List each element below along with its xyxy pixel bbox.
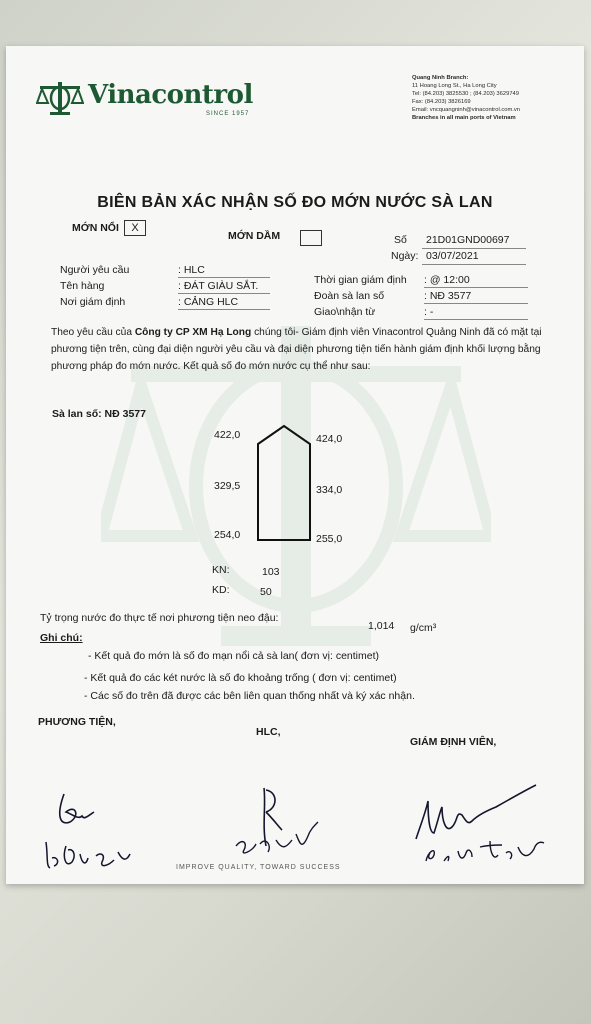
intro-text: chúng tôi- Giám định viên Vinacontrol Quảng Ninh đã có mặt tại phương tiện trên, cùng đại diện người yêu cầu và đại diện phương tiện tiến hành giám định khối lượng bằng phương pháp đo mớn nước. Kết quả số đo mớn nước cụ thể như sau: (51, 327, 542, 372)
branch-line: Branches in all main ports of Vietnam (412, 115, 516, 121)
info-left-value: : HLC (178, 264, 205, 276)
mon-dam-checkbox (300, 230, 322, 246)
so-label: Số (394, 234, 407, 246)
note-item: - Kết quả đo mớn là số đo mạn nổi cả sà lan( đơn vị: centimet) (88, 650, 379, 662)
draft-left-value: 422,0 (214, 429, 241, 441)
draft-right-value: 424,0 (316, 433, 343, 445)
kd-label: KD: (212, 584, 230, 596)
vinacontrol-logo (36, 78, 256, 122)
footer-slogan: IMPROVE QUALITY, TOWARD SUCCESS (176, 864, 341, 871)
so-underline (422, 248, 526, 249)
ngay-label: Ngày: (391, 250, 419, 262)
signature-middle (226, 786, 336, 866)
company-name: Công ty CP XM Hạ Long (134, 327, 252, 338)
info-right-label: Giao\nhận từ (314, 306, 376, 318)
mon-dam-label: MỚN DẦM (228, 230, 281, 242)
signature-left-title: PHƯƠNG TIỆN, (38, 716, 116, 728)
document-sheet (6, 46, 584, 884)
signature-middle-title: HLC, (256, 726, 281, 738)
kn-value: 103 (262, 566, 280, 578)
ngay-value: 03/07/2021 (426, 250, 479, 262)
info-underline (424, 287, 528, 288)
branch-line: Fax: (84.203) 3826169 (412, 99, 471, 105)
info-left-label: Nơi giám định (60, 296, 126, 308)
density-unit: g/cm³ (410, 622, 437, 634)
info-left-label: Tên hàng (60, 280, 105, 292)
note-item: - Kết quả đo các két nước là số đo khoảng trống ( đơn vị: centimet) (84, 672, 397, 684)
info-right-label: Thời gian giám định (314, 274, 407, 286)
draft-right-value: 255,0 (316, 533, 343, 545)
brand-since: SINCE 1957 (206, 111, 250, 117)
info-underline (178, 309, 270, 310)
info-left-label: Người yêu cầu (60, 264, 130, 276)
draft-left-value: 329,5 (214, 480, 241, 492)
mon-noi-checkbox: X (124, 220, 146, 236)
branch-line: Quang Ninh Branch: (412, 75, 469, 81)
barge-outline-diagram (256, 424, 312, 542)
ngay-underline (422, 264, 526, 265)
kd-value: 50 (260, 586, 272, 598)
branch-info (412, 74, 520, 122)
info-right-value: : NĐ 3577 (424, 290, 472, 302)
signature-right-title: GIÁM ĐỊNH VIÊN, (410, 736, 497, 748)
notes-title: Ghi chú: (40, 632, 83, 644)
info-right-label: Đoàn sà lan số (314, 290, 385, 302)
brand-name: Vinacontrol (88, 80, 253, 110)
intro-text: Theo yêu cầu của (51, 327, 135, 338)
draft-left-value: 254,0 (214, 529, 241, 541)
signature-left (36, 786, 156, 876)
density-label: Tỷ trọng nước đo thực tế nơi phương tiện neo đậu: (40, 612, 279, 624)
so-value: 21D01GND00697 (426, 234, 510, 246)
mon-noi-label: MỚN NỔI (72, 222, 119, 234)
info-left-value: : ĐÁT GIÀU SẮT. (178, 280, 259, 292)
scale-logo-icon (36, 78, 84, 116)
info-underline (424, 303, 528, 304)
density-value: 1,014 (368, 620, 395, 632)
branch-line: 11 Hoang Long St., Ha Long City (412, 83, 497, 89)
intro-paragraph (51, 324, 559, 375)
branch-line: Email: vncquangninh@vinacontrol.com.vn (412, 107, 521, 113)
info-underline (424, 319, 528, 320)
info-underline (178, 293, 270, 294)
barge-label: Sà lan số: NĐ 3577 (52, 408, 146, 420)
branch-line: Tel: (84.203) 3825530 ; (84.203) 3629749 (412, 91, 520, 97)
draft-right-value: 334,0 (316, 484, 343, 496)
document-title: BIÊN BẢN XÁC NHẬN SỐ ĐO MỚN NƯỚC SÀ LAN (97, 194, 493, 211)
info-underline (178, 277, 270, 278)
kn-label: KN: (212, 564, 230, 576)
note-item: - Các số đo trên đã được các bên liên quan thống nhất và ký xác nhận. (84, 690, 415, 702)
signature-right (406, 781, 566, 871)
info-right-value: : - (424, 306, 434, 318)
info-left-value: : CẢNG HLC (178, 296, 239, 308)
info-right-value: : @ 12:00 (424, 274, 470, 286)
